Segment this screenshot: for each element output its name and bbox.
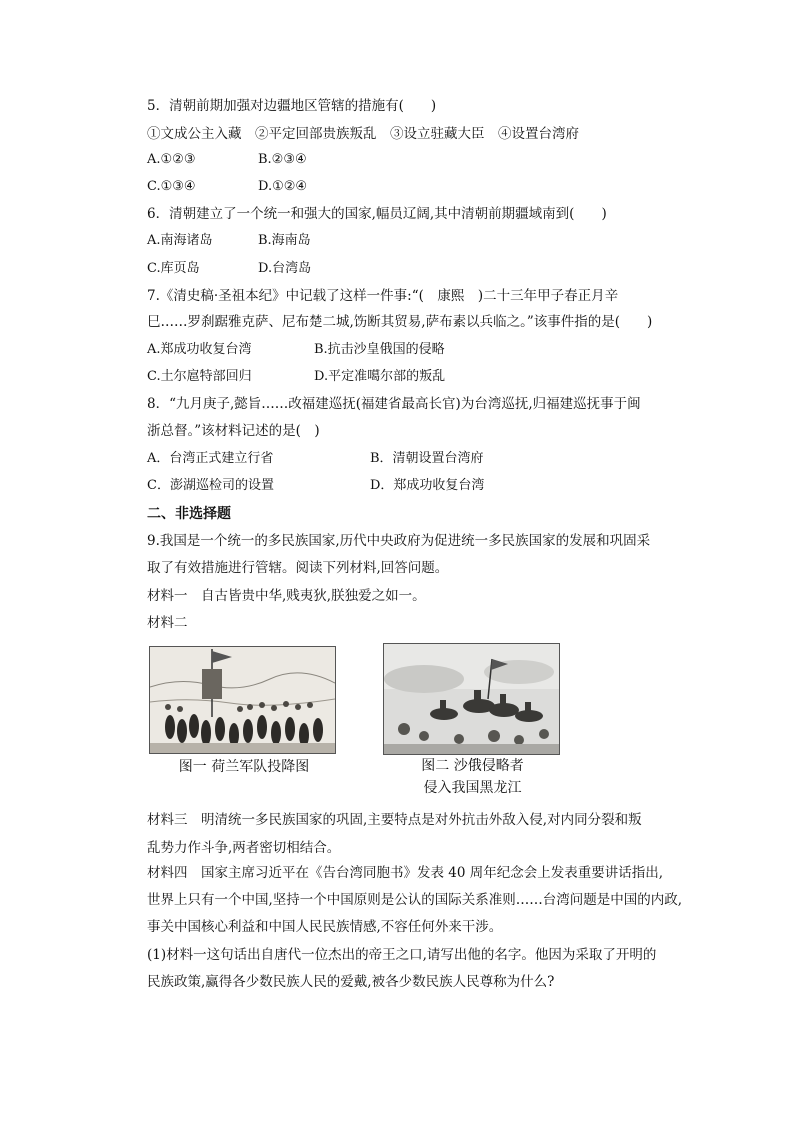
figure-dutch-surrender <box>149 646 336 754</box>
q7-option-b: B.抗击沙皇俄国的侵略 <box>314 342 445 357</box>
figure1-caption: 图一 荷兰军队投降图 <box>178 759 310 775</box>
q8-option-b: B．清朝设置台湾府 <box>370 451 484 466</box>
q9-intro-line2: 取了有效措施进行管辖。阅读下列材料,回答问题。 <box>147 560 449 576</box>
figure-russian-invasion <box>383 643 560 755</box>
q5-option-c: C.①③④ <box>147 179 196 194</box>
q8-stem-line1: 8．“九月庚子,懿旨……改福建巡抚(福建省最高长官)为台湾巡抚,归福建巡抚事于闽 <box>147 396 641 412</box>
q5-items: ①文成公主入藏 ②平定回部贵族叛乱 ③设立驻藏大臣 ④设置台湾府 <box>147 126 579 142</box>
surrender-engraving-image <box>150 647 335 753</box>
battle-painting-image <box>384 644 559 754</box>
q8-stem-line2: 浙总督。”该材料记述的是( ) <box>147 423 320 439</box>
q6-option-b: B.海南岛 <box>258 233 311 248</box>
material3-line2: 乱势力作斗争,两者密切相结合。 <box>147 840 341 856</box>
material4-line1: 材料四 国家主席习近平在《告台湾同胞书》发表 40 周年纪念会上发表重要讲话指出, <box>147 865 664 881</box>
figure2-caption-line2: 侵入我国黑龙江 <box>423 780 522 796</box>
section-title: 二、非选择题 <box>147 506 231 522</box>
q6-option-a: A.南海诸岛 <box>147 233 213 248</box>
q7-option-c: C.土尔扈特部回归 <box>147 369 252 384</box>
q7-option-d: D.平定准噶尔部的叛乱 <box>314 369 446 384</box>
q5-stem: 5．清朝前期加强对边疆地区管辖的措施有( ) <box>147 98 437 114</box>
q6-option-c: C.库页岛 <box>147 261 200 276</box>
material4-line3: 事关中国核心利益和中国人民民族情感,不容任何外来干涉。 <box>147 919 503 935</box>
material3-line1: 材料三 明清统一多民族国家的巩固,主要特点是对外抗击外敌入侵,对内同分裂和叛 <box>147 812 642 828</box>
q5-option-b: B.②③④ <box>258 152 307 167</box>
q9-intro-line1: 9.我国是一个统一的多民族国家,历代中央政府为促进统一多民族国家的发展和巩固采 <box>147 533 651 549</box>
sub-question-1-line1: (1)材料一这句话出自唐代一位杰出的帝王之口,请写出他的名字。他因为采取了开明的 <box>147 947 657 963</box>
q6-option-d: D.台湾岛 <box>258 261 312 276</box>
q8-option-c: C．澎湖巡检司的设置 <box>147 478 274 493</box>
sub-question-1-line2: 民族政策,赢得各少数民族人民的爱戴,被各少数民族人民尊称为什么? <box>147 974 555 990</box>
q7-option-a: A.郑成功收复台湾 <box>147 342 252 357</box>
material1: 材料一 自古皆贵中华,贱夷狄,朕独爱之如一。 <box>147 588 426 604</box>
figure2-caption-line1: 图二 沙俄侵略者 <box>421 758 524 774</box>
q8-option-a: A．台湾正式建立行省 <box>147 451 274 466</box>
material4-line2: 世界上只有一个中国,坚持一个中国原则是公认的国际关系准则……台湾问题是中国的内政, <box>147 892 683 908</box>
q8-option-d: D．郑成功收复台湾 <box>370 478 485 493</box>
q7-stem-line2: 巳……罗刹踞雅克萨、尼布楚二城,饬断其贸易,萨布素以兵临之。”该事件指的是( ) <box>147 314 653 330</box>
q6-stem: 6．清朝建立了一个统一和强大的国家,幅员辽阔,其中清朝前期疆域南到( ) <box>147 206 607 222</box>
material2-label: 材料二 <box>147 615 188 631</box>
q5-option-a: A.①②③ <box>147 152 196 167</box>
q5-option-d: D.①②④ <box>258 179 308 194</box>
q7-stem-line1: 7.《清史稿·圣祖本纪》中记载了这样一件事:“( 康熙 )二十三年甲子春正月辛 <box>147 288 619 304</box>
